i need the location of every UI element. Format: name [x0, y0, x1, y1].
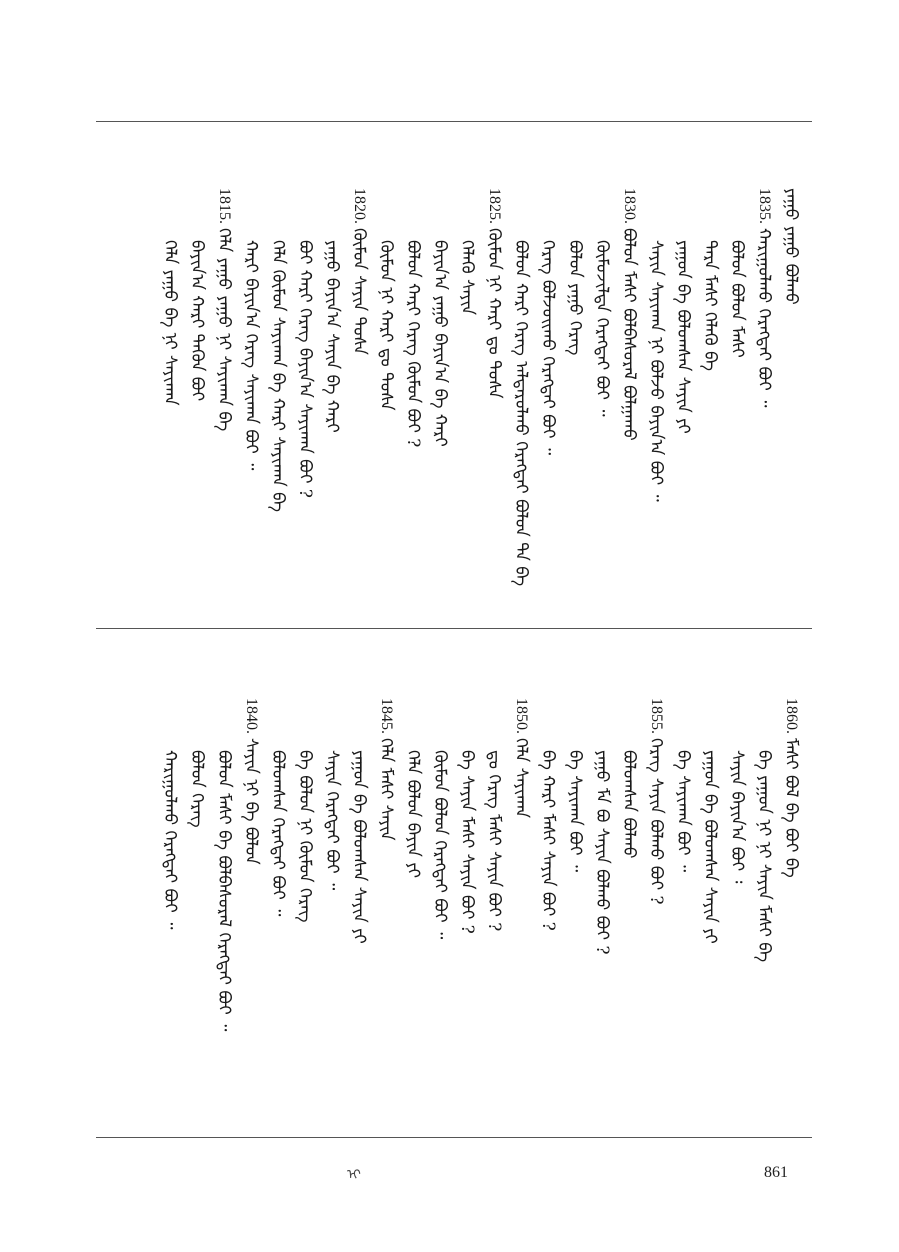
verse-line: ᠳᠤ ᠬᠡᠷᠡᠭ ᠮᠠᠰᠢ ᠰᠠᠶᠢᠨ ᠪᠤᠢ ? — [484, 750, 504, 932]
verse-line: ᠪᠠᠶᠢᠨ᠎ᠠ ᠬᠠᠷᠢ ᠲᠡᠭᠦᠨ ᠪᠤᠢ — [187, 240, 207, 402]
verse-line: ᠪᠡ ᠰᠠᠶᠢᠨ ᠮᠠᠰᠢ ᠰᠠᠶᠢᠨ ᠪᠤᠢ ? — [457, 750, 477, 934]
line-number: 1825. — [486, 188, 503, 224]
line-number: 1860. — [783, 698, 800, 734]
verse-line: ᠶᠠᠭᠤᠨ ᠪᠡ ᠪᠣᠯᠤᠭᠰᠠᠨ ᠰᠠᠶᠢᠨ ᠶᠢ — [700, 750, 720, 944]
verse-line: ᠬᠦᠮᠦᠨ ᠪᠣᠯᠤᠨ ᠬᠡᠷᠡᠭᠲᠡᠢ ᠪᠤᠢ ᠃ — [430, 750, 450, 940]
verse-line: ᠪᠣᠯᠤᠨ ᠬᠡᠷᠡᠭ — [187, 750, 207, 828]
verse-line: ᠬᠡᠯᠡ ᠪᠣᠯᠤᠨ ᠪᠠᠶᠢᠨ ᠶᠢ — [403, 750, 423, 879]
verse-line: 1855.ᠬᠡᠷᠡᠭ ᠰᠠᠶᠢᠨ ᠪᠣᠯᠬᠤ ᠪᠤᠢ ? — [646, 698, 666, 905]
verse-line: ᠪᠣᠯᠤᠭᠰᠠᠨ ᠬᠡᠷᠡᠭᠲᠡᠢ ᠪᠤᠢ ᠃ — [268, 750, 288, 917]
verse-line: ᠰᠠᠶᠢᠨ ᠬᠡᠷᠡᠭᠲᠡᠢ ᠪᠤᠢ ᠃ — [322, 750, 342, 891]
verse-line: ᠪᠤᠢ ᠬᠠᠷᠢ ᠬᠡᠷᠡᠭ ᠪᠠᠶᠢᠨ᠎ᠠ ᠰᠠᠶᠢᠬᠠᠨ ᠪᠤᠢ ? — [295, 240, 315, 499]
verse-line: 1815.ᠬᠡᠯᠡ ᠶᠠᠭᠤ ᠶᠠᠭᠤ ᠨᠢ ᠰᠠᠶᠢᠬᠠᠨ ᠪᠡ — [214, 188, 234, 432]
verse-line: ᠪᠠ ᠪᠣᠯᠤᠨ ᠨᠢ ᠬᠦᠮᠦᠨ ᠬᠡᠷᠡᠭ — [295, 750, 315, 923]
line-number: 1815. — [216, 188, 233, 224]
footer-mark: ᠢ — [347, 1168, 361, 1183]
verse-line: ᠪᠣᠯᠤᠨ ᠶᠠᠭᠤ ᠬᠡᠷᠡᠭ — [565, 240, 585, 356]
verse-line: 1835.ᠬᠠᠷᠢᠭᠤᠯᠬᠤ ᠬᠡᠷᠡᠭᠲᠡᠢ ᠪᠤᠢ ᠃ — [754, 188, 774, 408]
verse-line: ᠬᠠᠷᠢ ᠪᠠᠶᠢᠨ᠎ᠠ ᠬᠡᠷᠡᠭ ᠰᠠᠶᠢᠬᠠᠨ ᠪᠤᠢ ᠃ — [241, 240, 261, 471]
line-number: 1820. — [351, 188, 368, 224]
verse-line: ᠪᠣᠯᠤᠨ ᠮᠠᠰᠢ ᠪᠡ ᠪᠣᠯᠪᠠᠰᠤᠷᠠᠯ ᠬᠡᠷᠡᠭᠲᠡᠢ ᠪᠤᠢ ᠃ — [214, 750, 234, 1032]
verse-line: ᠬᠠᠷᠢᠭᠤᠯᠬᠤ ᠬᠡᠷᠡᠭᠲᠡᠢ ᠪᠤᠢ ᠃ — [160, 750, 180, 930]
verse-line: ᠪᠠ ᠶᠠᠭᠤᠨ ᠨᠢ ᠨᠢ ᠰᠠᠶᠢᠨ ᠮᠠᠰᠢ ᠪᠡ — [754, 750, 774, 963]
line-number: 1855. — [648, 698, 665, 734]
verse-line: ᠪᠣᠯᠤᠨ ᠬᠠᠷᠢ ᠬᠡᠷᠡᠭ ᠠᠯᠳᠠᠷᠤᠯᠬᠤ ᠬᠡᠷᠡᠭᠲᠡᠢ ᠪᠣᠯᠤᠨ ᠲᠡ ᠪᠡ — [511, 240, 531, 587]
middle-rule — [96, 628, 812, 629]
verse-line: ᠪᠣᠯᠤᠨ ᠪᠣᠯᠤᠨ ᠮᠠᠰᠢ — [727, 240, 747, 358]
verse-line: ᠪᠠ ᠬᠠᠷᠢ ᠮᠠᠰᠢ ᠰᠠᠶᠢᠨ ᠪᠤᠢ ? — [538, 750, 558, 931]
verse-line: ᠶᠠᠭᠤᠨ ᠪᠡ ᠪᠣᠯᠤᠭᠰᠠᠨ ᠰᠠᠶᠢᠨ ᠶᠢ — [349, 750, 369, 944]
verse-line: 1850.ᠬᠡᠯᠡ ᠰᠠᠶᠢᠬᠠᠨ — [511, 698, 531, 819]
verse-line: 1825.ᠬᠦᠮᠦᠨ ᠨᠢ ᠬᠠᠷᠢ ᠳᠤ ᠲᠤᠰᠠ — [484, 188, 504, 399]
verse-line: ᠲᠡᠷᠡ ᠮᠠᠰᠢ ᠬᠡᠯᠡᠬᠦ ᠪᠡ — [700, 240, 720, 372]
page-number: 861 — [764, 1164, 788, 1181]
verse-line: ᠪᠣᠯᠤᠨ ᠬᠠᠷᠢ ᠬᠡᠷᠡᠭ ᠬᠦᠮᠦᠨ ᠪᠤᠢ ? — [403, 240, 423, 448]
verse-line: ᠬᠡᠯᠡ ᠶᠠᠭᠤ ᠪᠡ ᠨᠢ ᠰᠠᠶᠢᠬᠠᠨ — [160, 240, 180, 406]
verse-line: ᠬᠡᠯᠡ ᠬᠦᠮᠦᠨ ᠰᠠᠶᠢᠬᠠᠨ ᠪᠡ ᠬᠠᠷᠢ ᠰᠠᠶᠢᠬᠠᠨ ᠪᠡ — [268, 240, 288, 513]
verse-line: 1820.ᠬᠦᠮᠦᠨ ᠰᠠᠶᠢᠨ ᠲᠤᠰᠠ — [349, 188, 369, 355]
line-number: 1830. — [621, 188, 638, 224]
verse-line: ᠪᠠᠶᠢᠨ᠎ᠠ ᠶᠠᠭᠤ ᠪᠠᠶᠢᠨ᠎ᠠ ᠪᠡ ᠬᠠᠷᠢ — [430, 240, 450, 447]
line-number: 1840. — [243, 698, 260, 734]
verse-line: ᠪᠡ ᠰᠠᠶᠢᠬᠠᠨ ᠪᠤᠢ ᠃ — [673, 750, 693, 873]
verse-line: ᠰᠠᠶᠢᠨ ᠰᠠᠶᠢᠬᠠᠨ ᠨᠢ ᠪᠣᠯᠵᠤ ᠪᠠᠶᠢᠨ᠎ᠠ ᠪᠤᠢ ᠃ — [646, 240, 666, 502]
verse-line: ᠪᠣᠯᠤᠭᠰᠠᠨ ᠪᠣᠯᠬᠤ — [619, 750, 639, 859]
verse-line: 1860.ᠮᠠᠰᠢ ᠪᠣᠯ ᠪᠡ ᠪᠤᠢ ᠪᠡ — [781, 698, 801, 878]
top-rule — [96, 121, 812, 122]
verse-line: ᠶᠠᠭᠤ ᠶᠠᠭᠤ ᠪᠣᠯᠬᠤ — [781, 188, 801, 305]
verse-line: ᠶᠠᠭᠤ ᠪᠠᠶᠢᠨ᠎ᠠ ᠰᠠᠶᠢᠨ ᠪᠡ ᠬᠠᠷᠢ — [322, 240, 342, 433]
bottom-rule — [96, 1137, 812, 1138]
verse-line: ᠬᠦᠮᠦᠵᠢᠯᠲᠡ ᠬᠡᠷᠡᠭᠲᠡᠢ ᠪᠤᠢ ᠃ — [592, 240, 612, 417]
verse-line: ᠪᠡ ᠰᠠᠶᠢᠬᠠᠨ ᠪᠤᠢ ᠃ — [565, 750, 585, 873]
verse-line: ᠶᠠᠭᠤᠨ ᠪᠡ ᠪᠣᠯᠤᠭᠰᠠᠨ ᠰᠠᠶᠢᠨ ᠶᠢ — [673, 240, 693, 434]
verse-line: ᠬᠡᠷᠡᠭ ᠪᠣᠯᠵᠤᠢᠬᠤ ᠬᠡᠷᠡᠭᠲᠡᠢ ᠪᠤᠢ ᠃ — [538, 240, 558, 456]
verse-line: 1840.ᠰᠠᠶᠢᠨ ᠨᠢ ᠪᠡ ᠪᠣᠯᠤᠨ — [241, 698, 261, 865]
verse-line: ᠰᠠᠶᠢᠨ ᠪᠠᠶᠢᠨ᠎ᠠ ᠪᠤᠢ ᠄ — [727, 750, 747, 884]
line-number: 1845. — [378, 698, 395, 734]
verse-line: ᠬᠡᠯᠡᠬᠦ ᠰᠠᠶᠢᠨ — [457, 240, 477, 316]
verse-line: ᠶᠠᠭᠤ ᠮᠠ ᠪᠤ ᠰᠠᠶᠢᠨ ᠪᠣᠯᠬᠤ ᠪᠤᠢ ? — [592, 750, 612, 955]
line-number: 1850. — [513, 698, 530, 734]
verse-line: 1845.ᠬᠡᠯᠡ ᠮᠠᠰᠢ ᠰᠠᠶᠢᠨ — [376, 698, 396, 841]
verse-line: ᠬᠦᠮᠦᠨ ᠨᠢ ᠬᠠᠷᠢ ᠳᠤ ᠲᠤᠰᠠ — [376, 240, 396, 411]
line-number: 1835. — [756, 188, 773, 224]
verse-line: 1830.ᠪᠣᠯᠤᠨ ᠮᠠᠰᠢ ᠪᠣᠯᠪᠠᠰᠤᠷᠠᠯ ᠪᠣᠯᠭᠠᠬᠤ — [619, 188, 639, 441]
